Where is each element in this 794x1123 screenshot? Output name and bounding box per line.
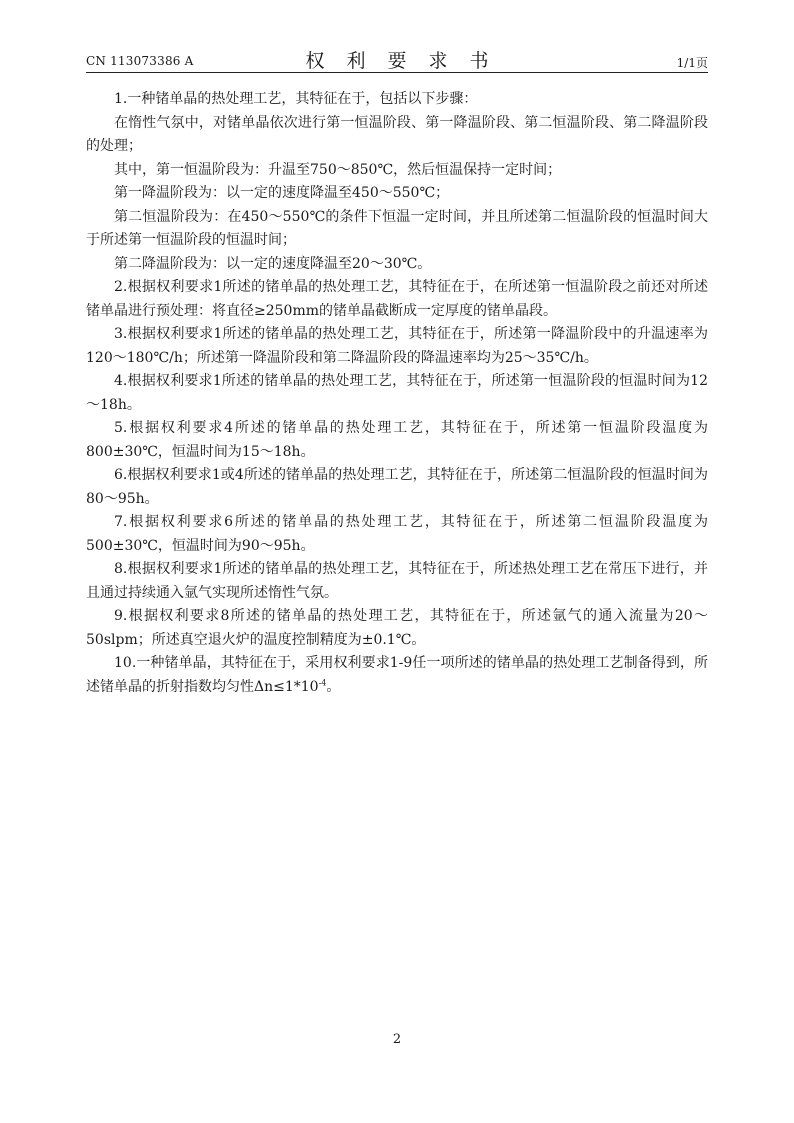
document-title: 权利要求书 (305, 50, 511, 72)
claim-paragraph: 第二恒温阶段为：在450～550℃的条件下恒温一定时间，并且所述第二恒温阶段的恒温时间大于所述第一恒温阶段的恒温时间； (86, 208, 708, 248)
claim-paragraph: 1.一种锗单晶的热处理工艺，其特征在于，包括以下步骤： (114, 91, 478, 107)
claim-paragraph: 6.根据权利要求1或4所述的锗单晶的热处理工艺，其特征在于，所述第二恒温阶段的恒温时间为80～95h。 (86, 467, 708, 507)
publication-number: CN 113073386 A (86, 54, 194, 68)
claims-body (86, 88, 708, 699)
claim-10-exponent: -4 (318, 677, 327, 687)
claim-paragraph: 2.根据权利要求1所述的锗单晶的热处理工艺，其特征在于，在所述第一恒温阶段之前还对所述锗单晶进行预处理：将直径≥250mm的锗单晶截断成一定厚度的锗单晶段。 (86, 279, 708, 319)
claim-10-end: 。 (326, 678, 341, 695)
claim-10-paragraph (86, 652, 708, 699)
claim-10-text: 10.一种锗单晶，其特征在于，采用权利要求1-9任一项所述的锗单晶的热处理工艺制备得到，所述锗单晶的折射指数均匀性Δn≤1*10 (86, 655, 708, 695)
claim-paragraph: 3.根据权利要求1所述的锗单晶的热处理工艺，其特征在于，所述第一降温阶段中的升温速率为120～180℃/h；所述第一降温阶段和第二降温阶段的降温速率均为25～35℃/h。 (86, 326, 708, 366)
claim-paragraph: 4.根据权利要求1所述的锗单晶的热处理工艺，其特征在于，所述第一恒温阶段的恒温时间为12～18h。 (86, 373, 708, 413)
claim-paragraph: 第二降温阶段为：以一定的速度降温至20～30℃。 (114, 255, 432, 272)
claim-paragraph: 第一降温阶段为：以一定的速度降温至450～550℃； (114, 185, 450, 201)
claim-paragraph: 5.根据权利要求4所述的锗单晶的热处理工艺，其特征在于，所述第一恒温阶段温度为800±30℃，恒温时间为15～18h。 (86, 420, 708, 460)
claim-paragraph: 9.根据权利要求8所述的锗单晶的热处理工艺，其特征在于，所述氩气的通入流量为20～50slpm；所述真空退火炉的温度控制精度为±0.1℃。 (86, 608, 708, 648)
page-info: 1/1页 (676, 56, 708, 70)
page-header (86, 44, 708, 70)
header-divider (86, 72, 708, 73)
claim-paragraph: 在惰性气氛中，对锗单晶依次进行第一恒温阶段、第一降温阶段、第二恒温阶段、第二降温阶段的处理； (86, 114, 708, 154)
page-number: 2 (392, 1032, 402, 1047)
claim-paragraph: 其中，第一恒温阶段为：升温至750～850℃，然后恒温保持一定时间； (114, 161, 562, 178)
claim-paragraph: 7.根据权利要求6所述的锗单晶的热处理工艺，其特征在于，所述第二恒温阶段温度为500±30℃，恒温时间为90～95h。 (86, 514, 708, 554)
claim-paragraph: 8.根据权利要求1所述的锗单晶的热处理工艺，其特征在于，所述热处理工艺在常压下进行，并且通过持续通入氩气实现所述惰性气氛。 (86, 561, 708, 601)
